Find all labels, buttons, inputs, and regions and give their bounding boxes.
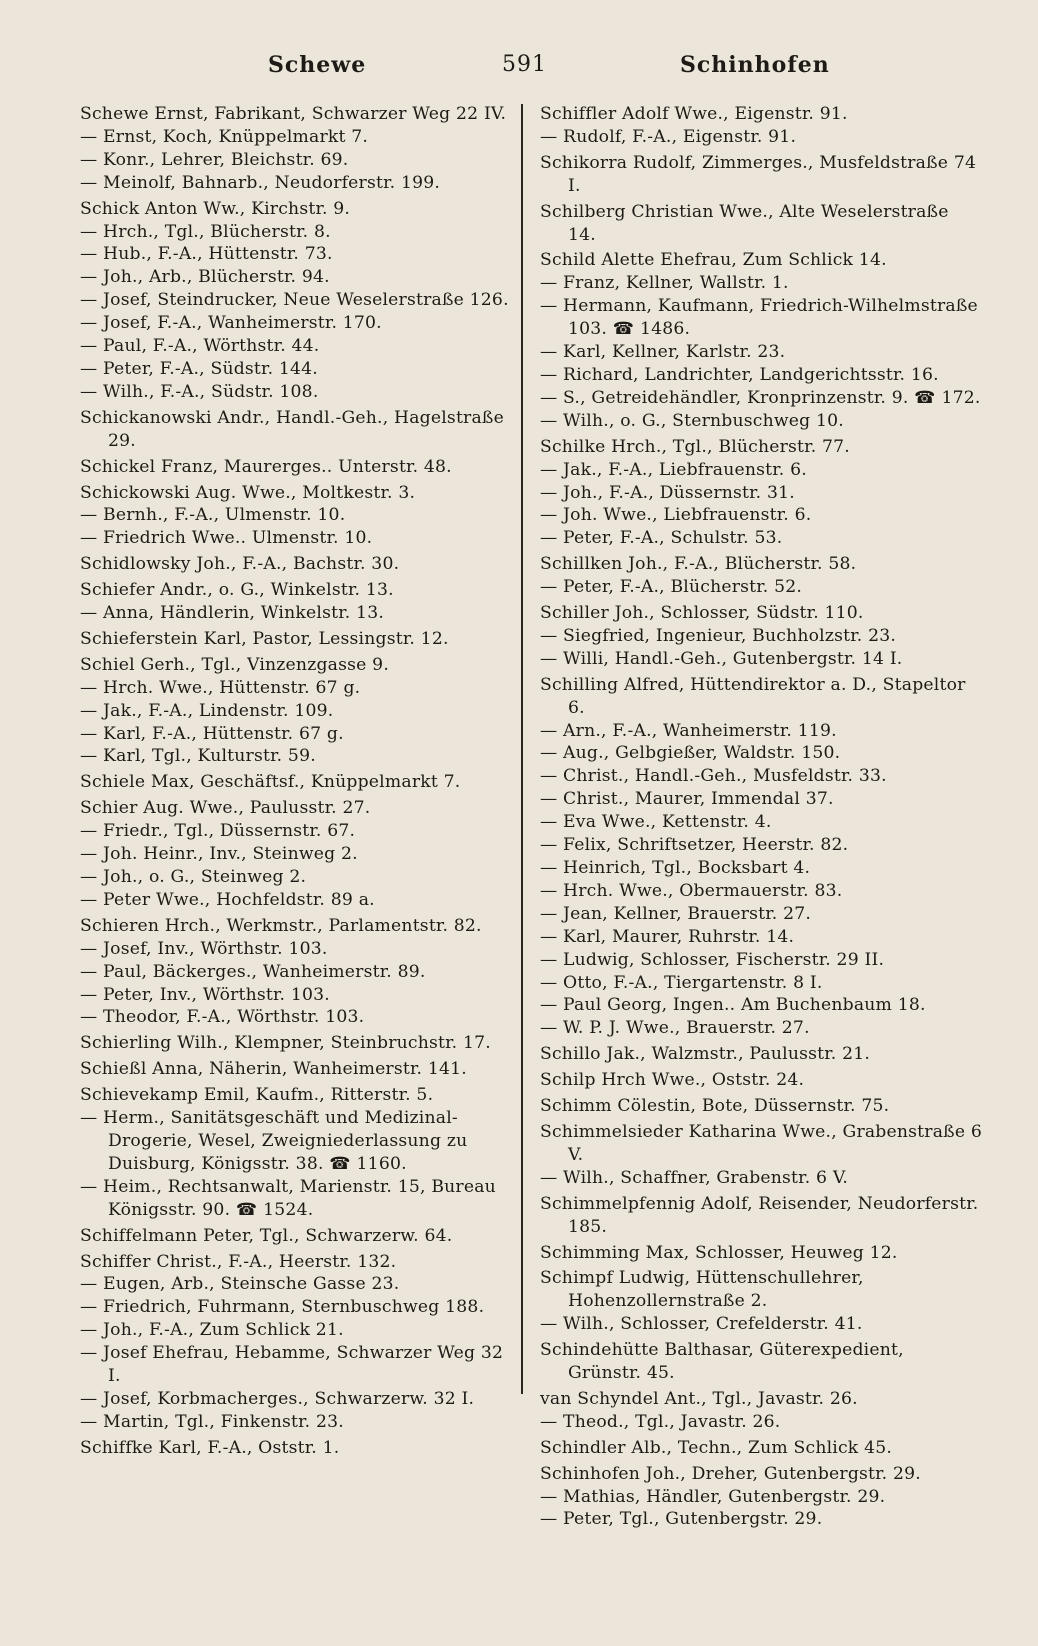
directory-entry: — Herm., Sanitätsgeschäft und Medizinal-Drogerie, Wesel, Zweigniederlassung zu Duisburg, Königsstr. 38. ☎ 1160. bbox=[80, 1108, 468, 1174]
directory-entry: — Peter Wwe., Hochfeldstr. 89 a. bbox=[80, 889, 375, 910]
directory-entry: Schießl Anna, Näherin, Wanheimerstr. 141. bbox=[80, 1059, 467, 1080]
directory-entry: — Joh., F.-A., Zum Schlick 21. bbox=[80, 1320, 344, 1341]
directory-entry: — Josef, F.-A., Wanheimerstr. 170. bbox=[80, 313, 382, 334]
directory-entry: — Josef, Korbmacherges., Schwarzerw. 32 I. bbox=[80, 1388, 475, 1409]
directory-entry: — Ludwig, Schlosser, Fischerstr. 29 II. bbox=[540, 949, 885, 970]
directory-entry: — Siegfried, Ingenieur, Buchholzstr. 23. bbox=[540, 625, 897, 646]
directory-entry: Schilp Hrch Wwe., Oststr. 24. bbox=[540, 1070, 805, 1091]
directory-entry: — Felix, Schriftsetzer, Heerstr. 82. bbox=[540, 835, 849, 856]
directory-entry: — Paul Georg, Ingen.. Am Buchenbaum 18. bbox=[540, 995, 926, 1016]
directory-entry: Schievekamp Emil, Kaufm., Ritterstr. 5. bbox=[80, 1085, 434, 1106]
directory-entry: — Willi, Handl.-Geh., Gutenbergstr. 14 I. bbox=[540, 648, 903, 669]
directory-entry: Schimpf Ludwig, Hüttenschullehrer, Hohenzollernstraße 2. bbox=[540, 1268, 864, 1312]
directory-entry: — Paul, F.-A., Wörthstr. 44. bbox=[80, 336, 320, 357]
directory-entry: — Eugen, Arb., Steinsche Gasse 23. bbox=[80, 1274, 400, 1295]
directory-entry: Schewe Ernst, Fabrikant, Schwarzer Weg 22 IV. bbox=[80, 104, 507, 124]
directory-entry: — Hrch. Wwe., Hüttenstr. 67 g. bbox=[80, 677, 361, 698]
directory-entry: Schiffke Karl, F.-A., Oststr. 1. bbox=[80, 1437, 340, 1458]
directory-entry: — Peter, Inv., Wörthstr. 103. bbox=[80, 984, 330, 1005]
directory-entry: — Otto, F.-A., Tiergartenstr. 8 I. bbox=[540, 972, 823, 993]
directory-entry: Schier Aug. Wwe., Paulusstr. 27. bbox=[80, 798, 371, 819]
directory-entry: — Heinrich, Tgl., Bocksbart 4. bbox=[540, 858, 811, 878]
directory-entry: — Christ., Handl.-Geh., Musfeldstr. 33. bbox=[540, 766, 887, 787]
directory-entry: — Peter, F.-A., Blücherstr. 52. bbox=[540, 577, 803, 598]
directory-entry: — Mathias, Händler, Gutenbergstr. 29. bbox=[540, 1486, 886, 1507]
directory-entry: — Rudolf, F.-A., Eigenstr. 91. bbox=[540, 126, 797, 147]
directory-entry: — Joh. Wwe., Liebfrauenstr. 6. bbox=[540, 505, 812, 526]
directory-entry: — Paul, Bäckerges., Wanheimerstr. 89. bbox=[80, 961, 426, 982]
directory-entry: Schimmelpfennig Adolf, Reisender, Neudorferstr. 185. bbox=[540, 1193, 979, 1237]
directory-entry: Schidlowsky Joh., F.-A., Bachstr. 30. bbox=[80, 554, 400, 575]
directory-entry: — Aug., Gelbgießer, Waldstr. 150. bbox=[540, 743, 841, 764]
directory-entry: — Anna, Händlerin, Winkelstr. 13. bbox=[80, 603, 384, 624]
directory-entry: Schieren Hrch., Werkmstr., Parlamentstr. 82. bbox=[80, 915, 482, 936]
directory-entry: — Eva Wwe., Kettenstr. 4. bbox=[540, 812, 772, 833]
directory-entry: — Friedrich Wwe.. Ulmenstr. 10. bbox=[80, 528, 373, 549]
directory-entry: Schimm Cölestin, Bote, Düssernstr. 75. bbox=[540, 1096, 890, 1117]
directory-entry: — Karl, Maurer, Ruhrstr. 14. bbox=[540, 926, 795, 947]
directory-entry: — Wilh., o. G., Sternbuschweg 10. bbox=[540, 410, 844, 431]
directory-entry: — Joh., F.-A., Düssernstr. 31. bbox=[540, 482, 795, 503]
directory-entry: — W. P. J. Wwe., Brauerstr. 27. bbox=[540, 1018, 810, 1039]
directory-entry: — Konr., Lehrer, Bleichstr. 69. bbox=[80, 149, 349, 170]
directory-entry: Schillken Joh., F.-A., Blücherstr. 58. bbox=[540, 554, 857, 575]
directory-entry: — Christ., Maurer, Immendal 37. bbox=[540, 789, 834, 810]
page-number: 591 bbox=[502, 52, 547, 77]
directory-entry: — Hrch. Wwe., Obermauerstr. 83. bbox=[540, 880, 843, 901]
directory-entry: — Karl, Tgl., Kulturstr. 59. bbox=[80, 746, 316, 767]
directory-entry: Schilberg Christian Wwe., Alte Weselerstraße 14. bbox=[540, 201, 949, 245]
directory-entry: — Arn., F.-A., Wanheimerstr. 119. bbox=[540, 720, 837, 741]
directory-entry: Schild Alette Ehefrau, Zum Schlick 14. bbox=[540, 250, 887, 271]
directory-entry: — Hermann, Kaufmann, Friedrich-Wilhelmstraße 103. ☎ 1486. bbox=[540, 296, 978, 340]
directory-entry: — Jak., F.-A., Liebfrauenstr. 6. bbox=[540, 459, 807, 480]
directory-entry: Schimmelsieder Katharina Wwe., Grabenstraße 6 V. bbox=[540, 1121, 982, 1165]
directory-entry: van Schyndel Ant., Tgl., Javastr. 26. bbox=[540, 1388, 858, 1409]
left-column bbox=[80, 100, 520, 1460]
directory-entry: — Wilh., Schlosser, Crefelderstr. 41. bbox=[540, 1314, 863, 1335]
directory-entry: — Joh. Heinr., Inv., Steinweg 2. bbox=[80, 844, 358, 865]
directory-entry: Schick Anton Ww., Kirchstr. 9. bbox=[80, 198, 351, 219]
directory-entry: — Martin, Tgl., Finkenstr. 23. bbox=[80, 1411, 344, 1432]
directory-entry: — Josef, Inv., Wörthstr. 103. bbox=[80, 938, 328, 959]
directory-entry: — Peter, F.-A., Südstr. 144. bbox=[80, 358, 318, 379]
column-divider bbox=[521, 104, 523, 1394]
directory-entry: — Karl, F.-A., Hüttenstr. 67 g. bbox=[80, 723, 344, 744]
directory-entry: Schierling Wilh., Klempner, Steinbruchstr. 17. bbox=[80, 1033, 491, 1054]
directory-entry: — Theod., Tgl., Javastr. 26. bbox=[540, 1411, 781, 1432]
directory-entry: — Meinolf, Bahnarb., Neudorferstr. 199. bbox=[80, 172, 441, 193]
directory-entry: — Peter, F.-A., Schulstr. 53. bbox=[540, 528, 783, 549]
right-column bbox=[540, 100, 982, 1531]
directory-entry: — Wilh., F.-A., Südstr. 108. bbox=[80, 381, 319, 402]
directory-entry: Schickel Franz, Maurerges.. Unterstr. 48. bbox=[80, 456, 452, 477]
directory-entry: — Bernh., F.-A., Ulmenstr. 10. bbox=[80, 505, 346, 526]
directory-entry: Schillo Jak., Walzmstr., Paulusstr. 21. bbox=[540, 1044, 871, 1065]
directory-entry: — Jak., F.-A., Lindenstr. 109. bbox=[80, 700, 334, 721]
directory-entry: — Richard, Landrichter, Landgerichtsstr. 16. bbox=[540, 364, 939, 385]
directory-entry: — S., Getreidehändler, Kronprinzenstr. 9. ☎ 172. bbox=[540, 387, 981, 408]
directory-entry: — Heim., Rechtsanwalt, Marienstr. 15, Bureau Königsstr. 90. ☎ 1524. bbox=[80, 1176, 496, 1220]
directory-entry: — Hrch., Tgl., Blücherstr. 8. bbox=[80, 221, 331, 242]
directory-entry: Schimming Max, Schlosser, Heuweg 12. bbox=[540, 1242, 898, 1263]
directory-entry: — Joh., Arb., Blücherstr. 94. bbox=[80, 267, 330, 288]
directory-entry: — Joh., o. G., Steinweg 2. bbox=[80, 867, 307, 887]
directory-entry: — Hub., F.-A., Hüttenstr. 73. bbox=[80, 244, 333, 265]
directory-entry: Schilling Alfred, Hüttendirektor a. D., Stapeltor 6. bbox=[540, 674, 966, 718]
directory-entry: — Franz, Kellner, Wallstr. 1. bbox=[540, 273, 789, 294]
directory-entry: Schickanowski Andr., Handl.-Geh., Hagelstraße 29. bbox=[80, 407, 504, 451]
directory-entry: Schilke Hrch., Tgl., Blücherstr. 77. bbox=[540, 436, 850, 457]
page-header bbox=[0, 52, 1038, 92]
directory-entry: — Theodor, F.-A., Wörthstr. 103. bbox=[80, 1007, 365, 1028]
directory-entry: Schiffer Christ., F.-A., Heerstr. 132. bbox=[80, 1251, 397, 1272]
directory-entry: Schiffler Adolf Wwe., Eigenstr. 91. bbox=[540, 104, 848, 124]
directory-entry: Schinhofen Joh., Dreher, Gutenbergstr. 29. bbox=[540, 1463, 921, 1484]
directory-entry: Schiefer Andr., o. G., Winkelstr. 13. bbox=[80, 580, 394, 601]
directory-entry: Schiffelmann Peter, Tgl., Schwarzerw. 64. bbox=[80, 1225, 453, 1246]
directory-entry: — Josef Ehefrau, Hebamme, Schwarzer Weg 32 I. bbox=[80, 1343, 504, 1387]
directory-entry: — Josef, Steindrucker, Neue Weselerstraße 126. bbox=[80, 290, 509, 311]
directory-entry: Schindler Alb., Techn., Zum Schlick 45. bbox=[540, 1437, 893, 1458]
directory-entry: Schiele Max, Geschäftsf., Knüppelmarkt 7. bbox=[80, 772, 461, 793]
header-right-keyword: Schinhofen bbox=[680, 52, 830, 78]
directory-entry: — Wilh., Schaffner, Grabenstr. 6 V. bbox=[540, 1167, 849, 1188]
directory-entry: — Karl, Kellner, Karlstr. 23. bbox=[540, 342, 786, 363]
directory-entry: Schindehütte Balthasar, Güterexpedient, Grünstr. 45. bbox=[540, 1340, 904, 1384]
directory-entry: Schiel Gerh., Tgl., Vinzenzgasse 9. bbox=[80, 654, 389, 675]
directory-entry: — Friedrich, Fuhrmann, Sternbuschweg 188. bbox=[80, 1297, 485, 1318]
directory-entry: — Peter, Tgl., Gutenbergstr. 29. bbox=[540, 1509, 823, 1530]
directory-entry: — Ernst, Koch, Knüppelmarkt 7. bbox=[80, 126, 369, 147]
header-left-keyword: Schewe bbox=[268, 52, 367, 78]
directory-entry: Schiller Joh., Schlosser, Südstr. 110. bbox=[540, 603, 864, 624]
directory-entry: Schieferstein Karl, Pastor, Lessingstr. 12. bbox=[80, 628, 449, 649]
directory-entry: Schickowski Aug. Wwe., Moltkestr. 3. bbox=[80, 482, 416, 503]
directory-entry: — Jean, Kellner, Brauerstr. 27. bbox=[540, 903, 812, 924]
directory-entry: Schikorra Rudolf, Zimmerges., Musfeldstraße 74 I. bbox=[540, 152, 977, 196]
directory-entry: — Friedr., Tgl., Düssernstr. 67. bbox=[80, 821, 356, 842]
